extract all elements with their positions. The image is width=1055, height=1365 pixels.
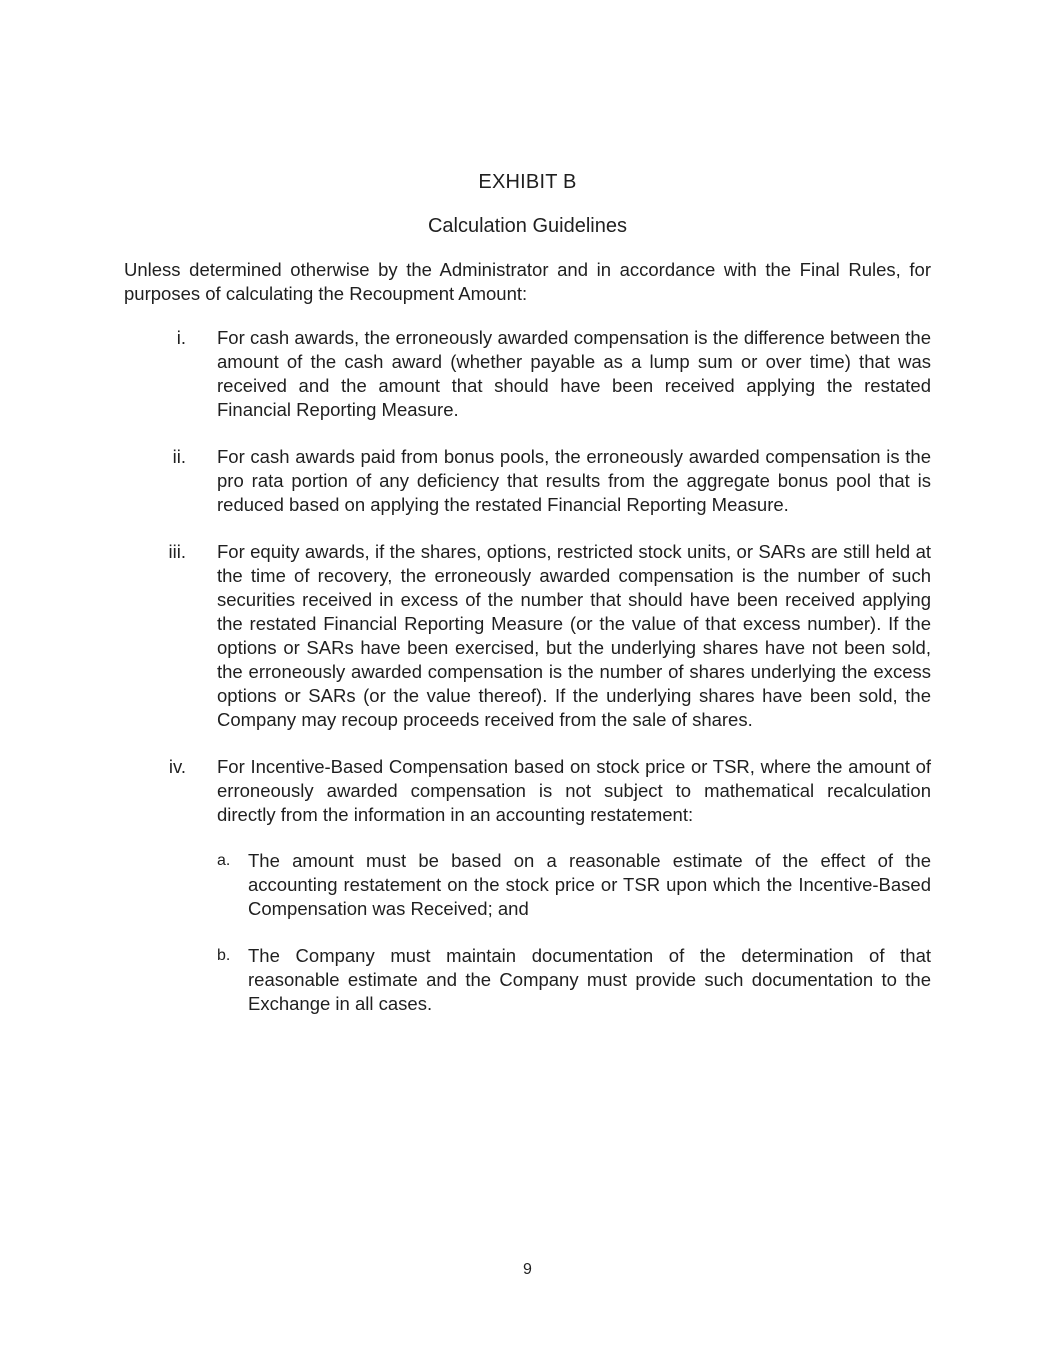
page-number: 9 (523, 1261, 532, 1278)
sub-item-marker: b. (217, 947, 231, 964)
sub-item-text: The Company must maintain documentation of the determination of that reasonable estimate and the Company must provide such documentation to the Exchange in all cases. (248, 945, 931, 1014)
exhibit-title: EXHIBIT B (478, 171, 577, 193)
sub-item-text: The amount must be based on a reasonable estimate of the effect of the accounting restatement on the stock price or TSR upon which the Incentive-Based Compensation was Received; and (248, 850, 931, 919)
list-item-text: For cash awards paid from bonus pools, the erroneously awarded compensation is the pro rata portion of any deficiency that results from the aggregate bonus pool that is reduced based on applying the restated Financial Reporting Measure. (217, 446, 931, 515)
list-item-marker: iii. (168, 541, 186, 562)
list-item-text: For Incentive-Based Compensation based on stock price or TSR, where the amount of erroneously awarded compensation is not subject to mathematical recalculation directly from the information in an accounting restatement: (217, 756, 931, 825)
list-item-marker: iv. (168, 756, 186, 777)
exhibit-subtitle: Calculation Guidelines (427, 215, 627, 237)
list-item-text: For equity awards, if the shares, options, restricted stock units, or SARs are still held at the time of recovery, the erroneously awarded compensation is the number of such securities received in excess of the number that should have been received applying the restated Financial Reporting Measure (or the value of that excess number). If the options or SARs have been exercised, but the underlying shares have not been sold, the erroneously awarded compensation is the number of shares underlying the excess options or SARs (or the value thereof). If the underlying shares have been sold, the Company may recoup proceeds received from the sale of shares. (217, 541, 931, 730)
list-item-marker: ii. (172, 446, 186, 467)
list-item-text: For cash awards, the erroneously awarded compensation is the difference between the amount of the cash award (whether payable as a lump sum or over time) that was received and the amount that should have been received applying the restated Financial Reporting Measure. (217, 327, 931, 420)
intro-paragraph: Unless determined otherwise by the Administrator and in accordance with the Final Rules, for purposes of calculating the Recoupment Amount: (124, 259, 931, 304)
sub-item-marker: a. (217, 852, 231, 869)
list-item-marker: i. (176, 327, 186, 348)
